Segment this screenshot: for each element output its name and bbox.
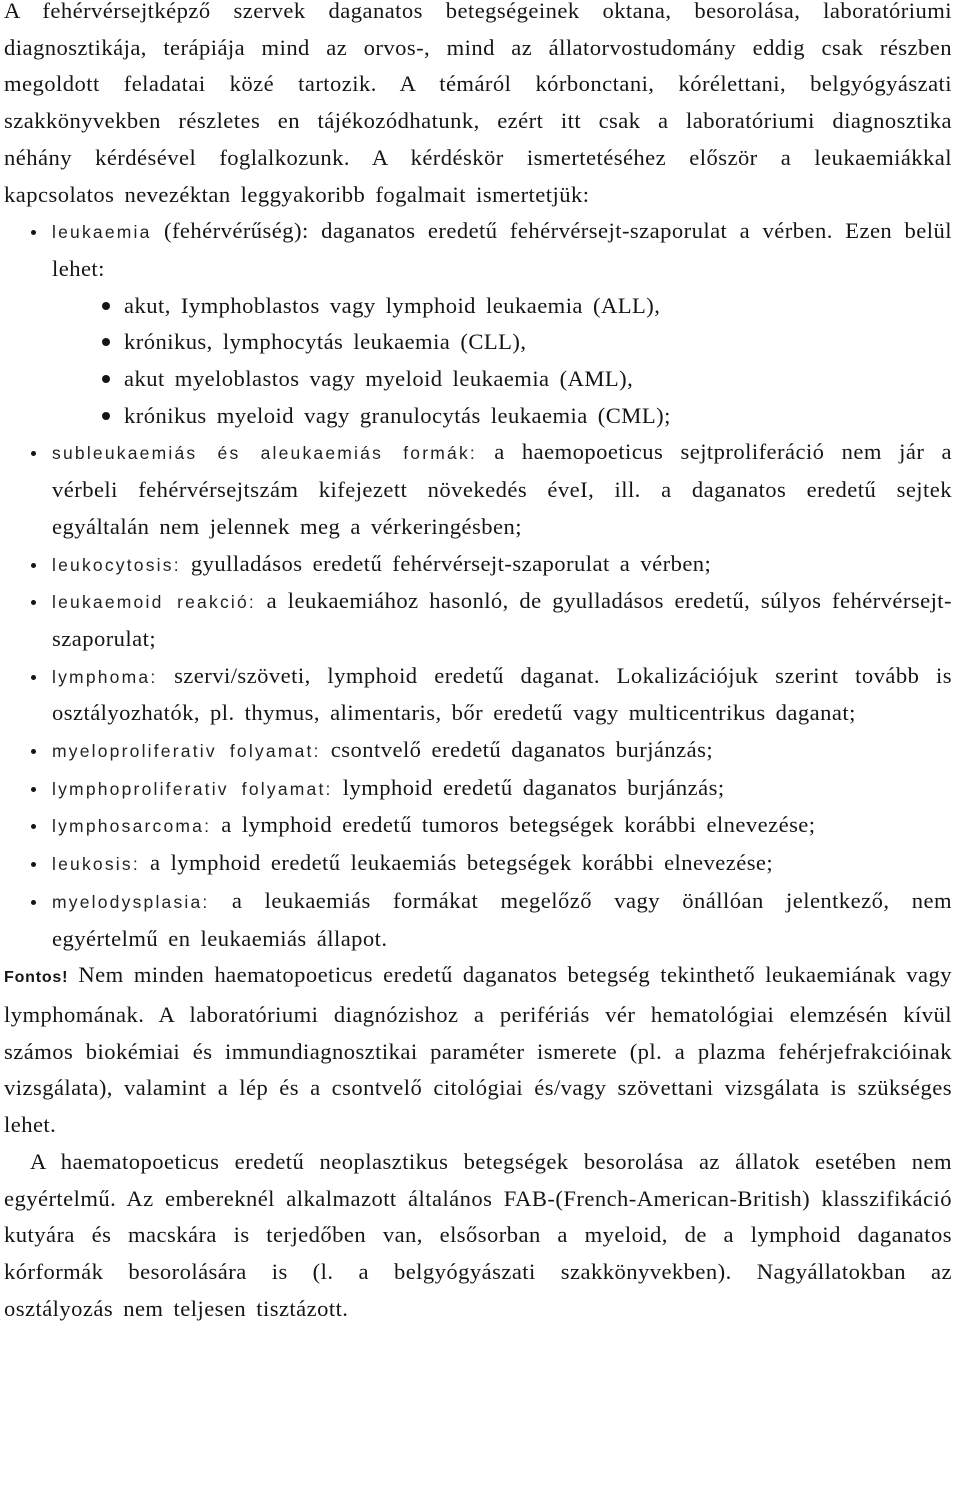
subtype-item: krónikus myeloid vagy granulocytás leukaemia (CML); [100,398,952,435]
definition-item-lymphoproliferativ [4,770,952,808]
definition-term: leukosis: [52,854,140,875]
leukaemia-subtype-list [100,288,952,435]
subtype-item: akut myeloblastos vagy myeloid leukaemia (AML), [100,361,952,398]
definition-text: a leukaemiához hasonló, de gyulladásos eredetű, súlyos fehérvérsejt-szaporulat; [52,588,952,651]
definition-term: leukaemia [52,222,152,243]
intro-paragraph: A fehérvérsejtképző szervek daganatos betegségeinek oktana, besorolása, laboratóriumi diagnosztikája, terápiája mind az orvos-, mind az állatorvostudomány eddig csak részben megoldott feladatai közé tartozik. A témáról kórbonctani, kórélettani, belgyógyászati szakkönyvekben részletes en tájékozódhatunk, ezért itt csak a laboratóriumi diagnosztika néhány kérdésével foglalkozunk. A kérdéskör ismertetéséhez először a leukaemiákkal kapcsolatos nevezéktan leggyakoribb fogalmait ismertetjük: [4,0,952,207]
definition-term: lymphosarcoma: [52,816,212,837]
definition-item-leukosis [4,845,952,883]
definition-item-subleukaemias [4,434,952,545]
definition-item-myeloproliferativ [4,732,952,770]
definition-term: myelodysplasia: [52,891,210,912]
subtype-item: akut, Iymphoblastos vagy lymphoid leukaemia (ALL), [100,288,952,325]
definition-text: a leukaemiás formákat megelőző vagy önállóan jelentkező, nem egyértelmű en leukaemiás állapot. [52,887,953,951]
definition-item-leukaemia [4,213,952,434]
definition-text: gyulladásos eredetű fehérvérsejt-szaporulat a vérben; [190,550,712,576]
definition-item-lymphosarcoma [4,807,952,845]
definition-term: leukocytosis: [52,554,181,575]
definition-text: (fehérvérűség): daganatos eredetű fehérvérsejt-szaporulat a vérben. Ezen belül lehet: [52,218,952,281]
definition-item-leukocytosis [4,546,952,584]
definition-term: subleukaemiás és aleukaemiás formák: [52,443,477,464]
definition-text: szervi/szöveti, lymphoid eredetű daganat. Lokalizációjuk szerint tovább is osztályozhatók, pl. thymus, alimentaris, bőr eredetű vagy multicentrikus daganat; [52,662,952,726]
definition-item-leukaemoid-reakcio [4,583,952,657]
subtype-item: krónikus, lymphocytás leukaemia (CLL), [100,324,952,361]
definition-term: lymphoproliferativ folyamat: [52,778,333,799]
note-text: Nem minden haematopoeticus eredetű daganatos betegség tekinthető leukaemiának vagy lymphomának. A laboratóriumi diagnózishoz a perifériás vér hematológiai elemzésén kívül számos biokémiai és immundiagnosztikai paraméter ismerete (pl. a plazma fehérjefrakcióinak vizsgálata), valamint a lép és a csontvelő citológiai és/vagy szövettani vizsgálata is szükséges lehet. [4,962,952,1138]
definition-text: csontvelő eredetű daganatos burjánzás; [330,737,714,763]
definition-text: a lymphoid eredetű leukaemiás betegségek korábbi elnevezése; [150,850,774,876]
definition-term: myeloproliferativ folyamat: [52,741,321,762]
note-paragraph [4,957,952,1144]
definition-item-lymphoma [4,658,952,732]
definition-term: leukaemoid reakció: [52,592,256,613]
definition-text: a lymphoid eredetű tumoros betegségek korábbi elnevezése; [221,812,816,838]
definition-term: lymphoma: [52,666,158,687]
definition-text: lymphoid eredetű daganatos burjánzás; [342,774,725,800]
definition-item-myelodysplasia [4,883,952,957]
definition-text: a haemopoeticus sejtproliferáció nem jár a vérbeli fehérvérsejtszám kifejezett növekedés éveI, ill. a daganatos eredetű sejtek egyáltalán nem jelennek meg a vérkeringésben; [52,439,952,539]
note-label: Fontos! [4,969,69,987]
definition-list [4,213,952,957]
closing-paragraph: A haematopoeticus eredetű neoplasztikus betegségek besorolása az állatok esetében nem egyértelmű. Az embereknél alkalmazott általános FAB-(French-American-British) klasszifikáció kutyára és macskára is terjedőben van, elsősorban a myeloid, de a lymphoid daganatos kórformák besorolására is (l. a belgyógyászati szakkönyvekben). Nagyállatokban az osztályozás nem teljesen tisztázott. [4,1148,952,1321]
